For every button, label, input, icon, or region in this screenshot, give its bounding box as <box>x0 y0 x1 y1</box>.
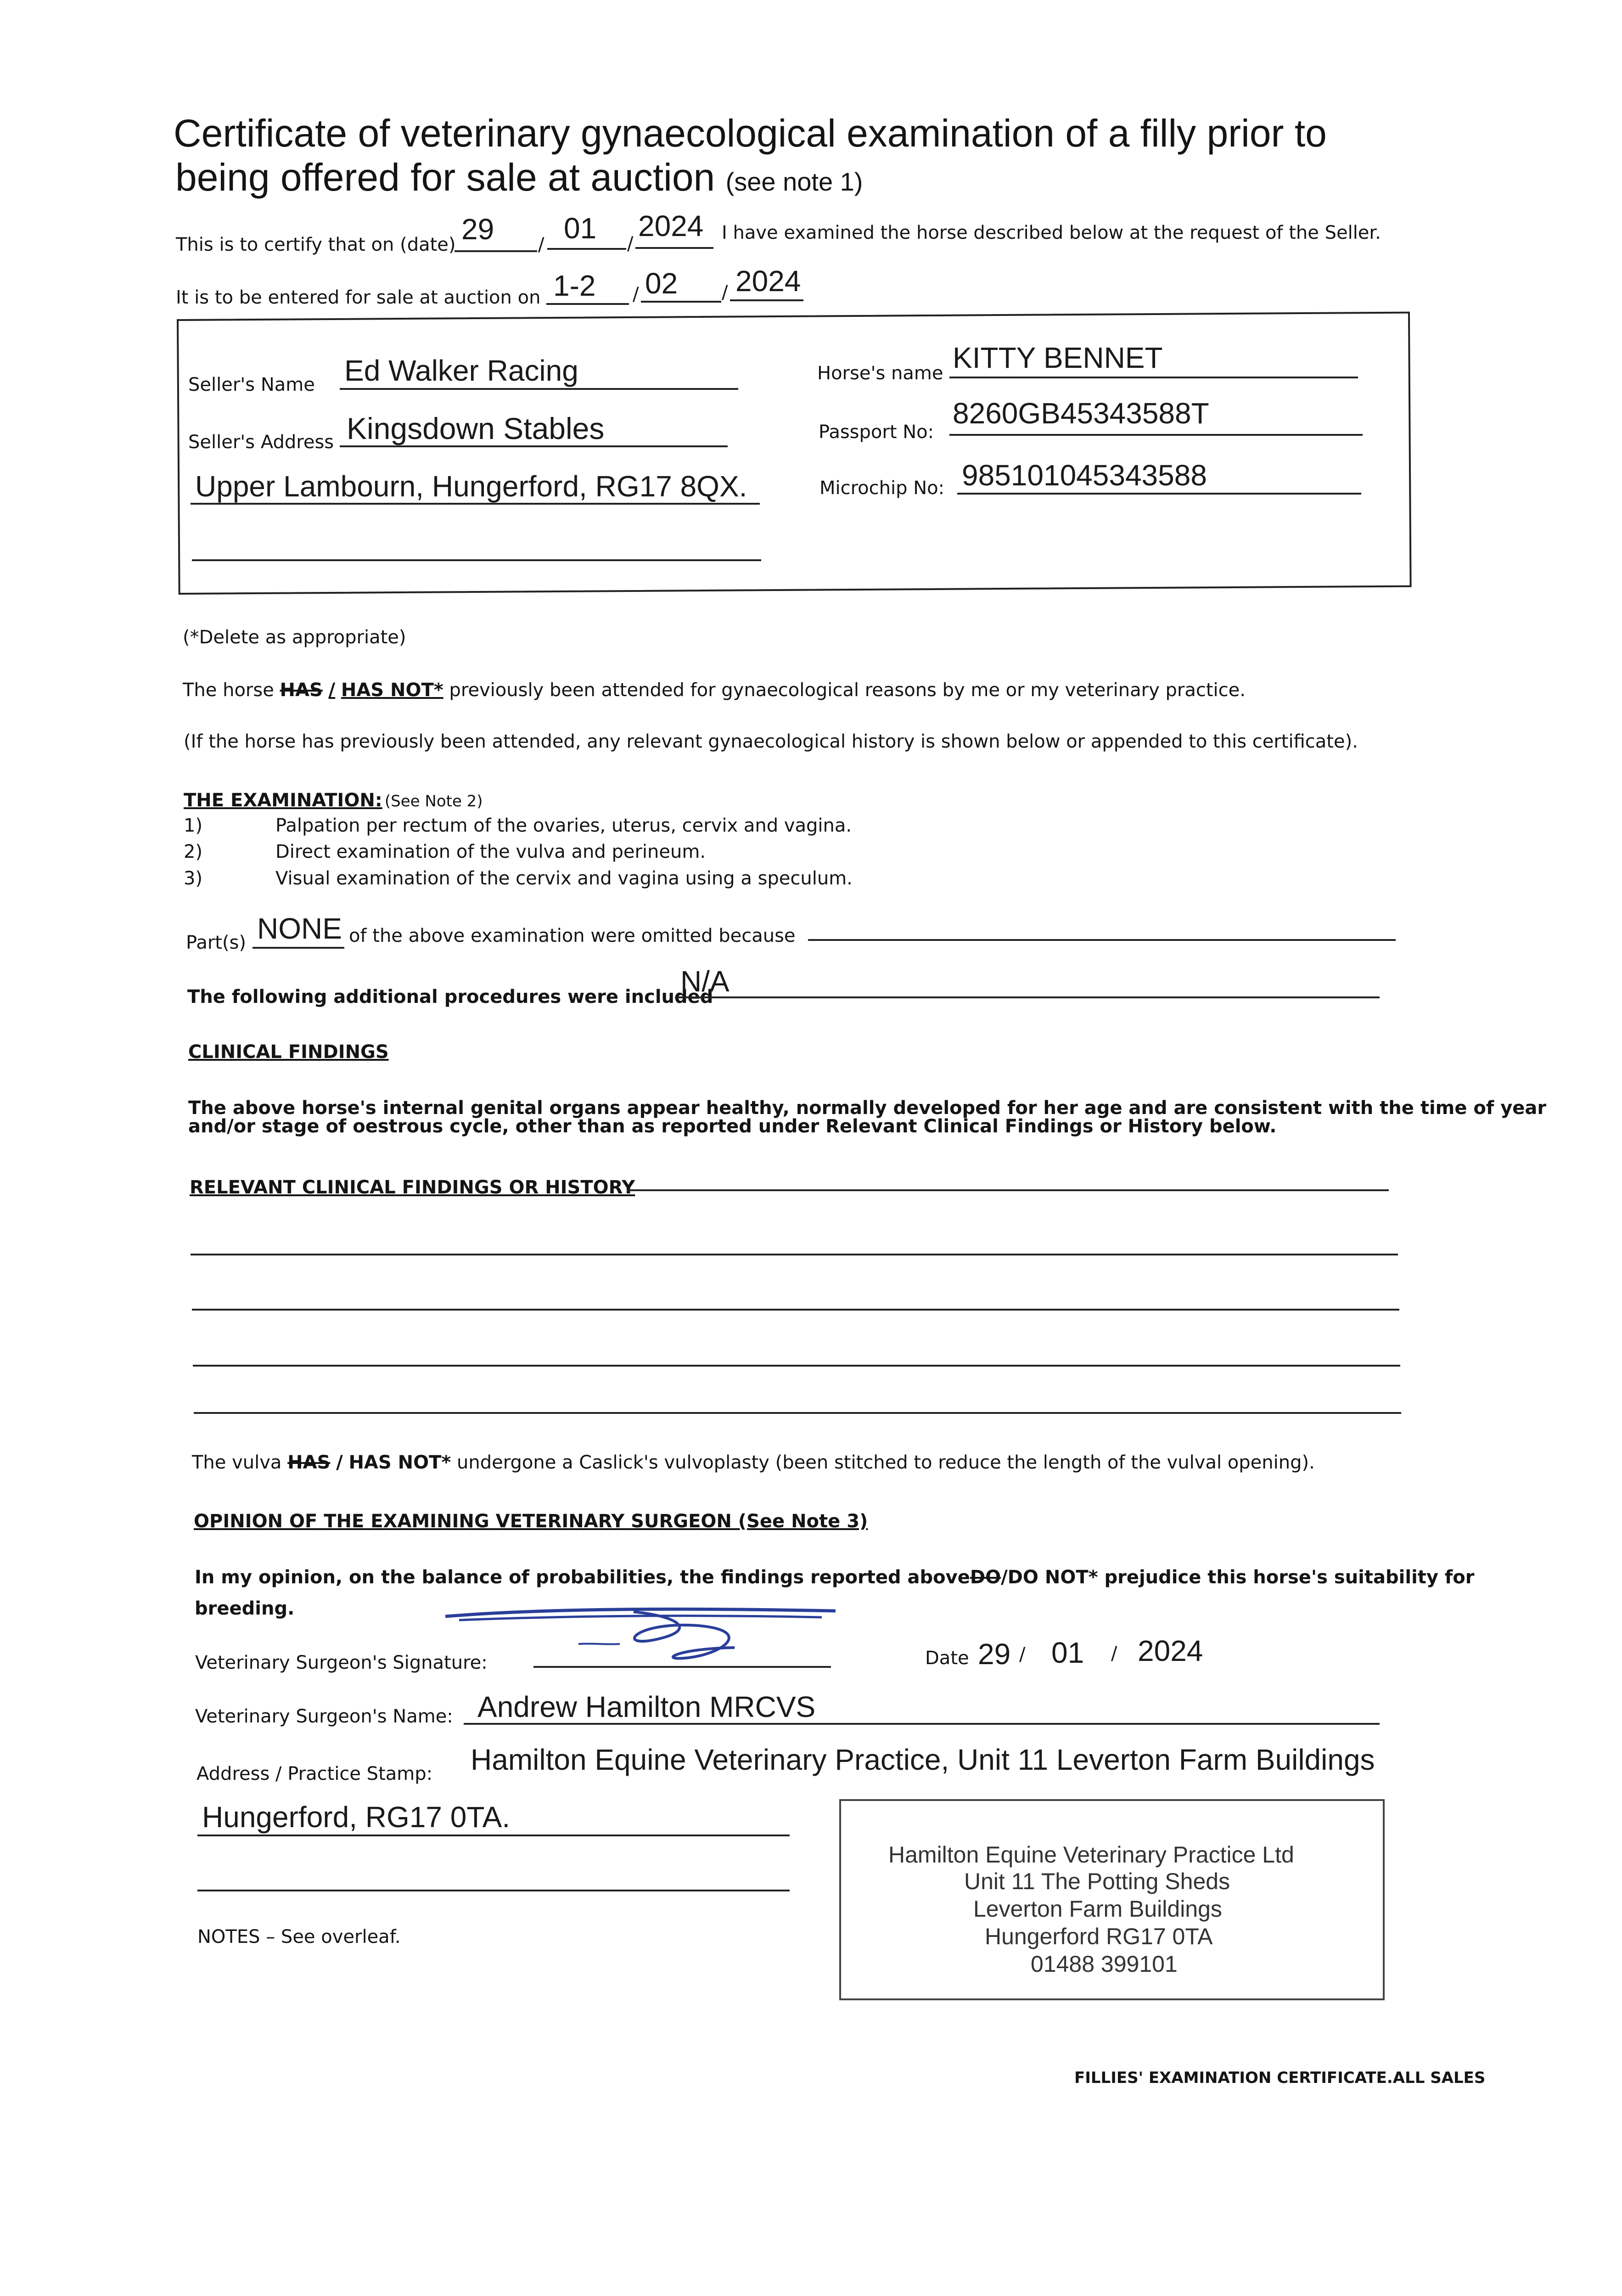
examination-item-1-text: Palpation per rectum of the ovaries, uterus, cervix and vagina. <box>275 815 852 836</box>
examination-item-2-num: 2) <box>184 841 203 862</box>
certify-month: 01 <box>564 212 597 245</box>
relevant-findings-heading: RELEVANT CLINICAL FINDINGS OR HISTORY <box>190 1177 635 1198</box>
examination-item-2-text: Direct examination of the vulva and perineum. <box>275 841 706 862</box>
vulva-has-not: HAS NOT* <box>348 1452 451 1473</box>
additional-line <box>675 996 1380 998</box>
certify-suffix: I have examined the horse described below at the request of the Seller. <box>722 222 1381 243</box>
seller-address-line1-rule <box>340 445 728 447</box>
auction-sep1: / <box>633 284 639 305</box>
examination-item-1 <box>184 815 852 836</box>
practice-stamp-line-4: Hungerford RG17 0TA <box>985 1924 1213 1949</box>
seller-name: Ed Walker Racing <box>344 354 578 387</box>
auction-year: 2024 <box>735 264 801 298</box>
passport-line <box>949 434 1363 436</box>
history-suffix: previously been attended for gynaecological reasons by me or my veterinary practice. <box>449 680 1246 701</box>
vulva-suffix: undergone a Caslick's vulvoplasty (been stitched to reduce the length of the vulval opening). <box>457 1452 1315 1473</box>
passport-number: 8260GB45343588T <box>953 397 1209 430</box>
opinion-do-not: /DO NOT* <box>1001 1567 1098 1588</box>
practice-stamp-line-1: Hamilton Equine Veterinary Practice Ltd <box>888 1842 1294 1868</box>
certify-prefix: This is to certify that on (date) <box>176 234 456 255</box>
omitted-suffix: of the above examination were omitted because <box>349 925 796 946</box>
certify-month-line <box>547 248 626 250</box>
certify-day: 29 <box>461 213 494 246</box>
microchip-number: 985101045343588 <box>962 459 1207 492</box>
horse-name: KITTY BENNET <box>953 341 1163 374</box>
certify-sep2: / <box>627 233 634 254</box>
horse-name-label: Horse's name <box>817 363 943 384</box>
opinion-text-line2: breeding. <box>195 1598 295 1619</box>
date-sep2: / <box>1111 1643 1117 1664</box>
seller-address-line1: Kingsdown Stables <box>347 411 605 445</box>
certificate-title-text: being offered for sale at auction <box>175 156 715 199</box>
examination-item-2 <box>184 841 706 862</box>
auction-day-line <box>546 303 629 305</box>
footer-text: FILLIES' EXAMINATION CERTIFICATE.ALL SALES <box>1074 2069 1486 2087</box>
certificate-title-line2 <box>175 154 863 205</box>
microchip-label: Microchip No: <box>819 478 945 499</box>
practice-address-line2-rule <box>197 1835 790 1836</box>
clinical-statement-line1: The above horse's internal genital organs appear healthy, normally developed for her age and are consistent with the time of year <box>188 1097 1547 1119</box>
date-label: Date <box>925 1648 969 1669</box>
opinion-text-line1 <box>195 1567 1475 1588</box>
certify-sep1: / <box>538 234 544 255</box>
auction-day: 1-2 <box>553 269 596 302</box>
certify-day-line <box>455 250 537 252</box>
clinical-heading: CLINICAL FINDINGS <box>188 1041 389 1063</box>
practice-address-line2: Hungerford, RG17 0TA. <box>202 1801 511 1834</box>
relevant-findings-line-5 <box>194 1412 1401 1414</box>
practice-stamp-line-2: Unit 11 The Potting Sheds <box>964 1868 1230 1894</box>
examination-heading: THE EXAMINATION: <box>184 790 382 811</box>
signature-image <box>441 1598 854 1676</box>
microchip-line <box>957 493 1361 495</box>
vulva-slash: / <box>336 1452 343 1473</box>
certificate-title-note: (see note 1) <box>725 167 863 196</box>
additional-label: The following additional procedures were included <box>187 986 713 1007</box>
passport-label: Passport No: <box>819 422 934 443</box>
seller-name-line <box>340 388 738 390</box>
clinical-statement-line2: and/or stage of oestrous cycle, other than as reported under Relevant Clinical Findings or History below. <box>188 1116 1277 1137</box>
auction-prefix: It is to be entered for sale at auction on <box>176 287 541 308</box>
opinion-text-prefix: In my opinion, on the balance of probabilities, the findings reported above <box>195 1567 970 1588</box>
signature-line <box>533 1666 831 1668</box>
omitted-value-line <box>253 947 344 949</box>
date-year: 2024 <box>1138 1634 1203 1667</box>
history-statement <box>183 680 1246 701</box>
omitted-reason-line <box>808 939 1396 941</box>
seller-name-label: Seller's Name <box>188 374 315 395</box>
notes-text: NOTES – See overleaf. <box>197 1926 401 1947</box>
additional-value: N/A <box>680 965 730 998</box>
examination-heading-row <box>184 790 483 811</box>
date-sep1: / <box>1019 1644 1026 1665</box>
practice-address-line3-rule <box>197 1890 790 1891</box>
delete-note: (*Delete as appropriate) <box>183 627 406 648</box>
opinion-heading: OPINION OF THE EXAMINING VETERINARY SURGEON (See Note 3) <box>194 1511 868 1532</box>
surgeon-name: Andrew Hamilton MRCVS <box>477 1690 816 1723</box>
opinion-do-struck: DO <box>970 1567 1001 1588</box>
signature-label: Veterinary Surgeon's Signature: <box>195 1652 488 1673</box>
history-note: (If the horse has previously been attended, any relevant gynaecological history is shown below or appended to this certificate). <box>184 731 1358 752</box>
surgeon-name-line <box>464 1723 1380 1725</box>
vulva-has-struck: HAS <box>287 1452 331 1473</box>
omitted-prefix: Part(s) <box>186 932 247 953</box>
history-has-struck: HAS <box>280 680 323 701</box>
auction-sep2: / <box>722 282 728 303</box>
practice-stamp-line-3: Leverton Farm Buildings <box>973 1896 1222 1922</box>
vulva-statement <box>192 1452 1315 1473</box>
relevant-findings-line-1 <box>627 1189 1389 1191</box>
relevant-findings-line-3 <box>192 1309 1399 1311</box>
certify-year-line <box>635 247 713 249</box>
history-prefix: The horse <box>183 680 274 701</box>
examination-heading-note: (See Note 2) <box>384 792 483 810</box>
examination-item-3-text: Visual examination of the cervix and vagina using a speculum. <box>275 868 853 889</box>
vulva-prefix: The vulva <box>192 1452 282 1473</box>
horse-name-line <box>949 377 1358 378</box>
practice-address-label: Address / Practice Stamp: <box>196 1763 433 1784</box>
practice-address-line1: Hamilton Equine Veterinary Practice, Unit 11 Leverton Farm Buildings <box>471 1743 1375 1776</box>
history-has-not: HAS NOT* <box>341 680 443 701</box>
surgeon-name-label: Veterinary Surgeon's Name: <box>195 1706 453 1727</box>
relevant-findings-line-2 <box>191 1254 1398 1255</box>
examination-item-1-num: 1) <box>184 815 203 836</box>
seller-address-label: Seller's Address <box>188 432 334 453</box>
practice-stamp-line-5: 01488 399101 <box>1031 1951 1178 1977</box>
seller-address-line2: Upper Lambourn, Hungerford, RG17 8QX. <box>195 470 747 503</box>
examination-item-3 <box>184 868 853 889</box>
relevant-findings-line-4 <box>193 1365 1400 1367</box>
auction-year-line <box>730 299 803 301</box>
auction-month: 02 <box>645 267 678 300</box>
omitted-value: NONE <box>257 912 342 945</box>
seller-address-line2-rule <box>191 503 760 505</box>
date-day: 29 <box>978 1638 1011 1671</box>
certify-year: 2024 <box>638 209 704 242</box>
history-slash: / <box>328 680 336 701</box>
seller-address-line3-rule <box>192 559 761 561</box>
auction-month-line <box>641 301 721 303</box>
examination-item-3-num: 3) <box>184 868 203 889</box>
date-month: 01 <box>1051 1636 1084 1669</box>
opinion-text-suffix: prejudice this horse's suitability for <box>1104 1567 1475 1588</box>
certificate-title-line1: Certificate of veterinary gynaecological examination of a filly prior to <box>174 112 1327 155</box>
